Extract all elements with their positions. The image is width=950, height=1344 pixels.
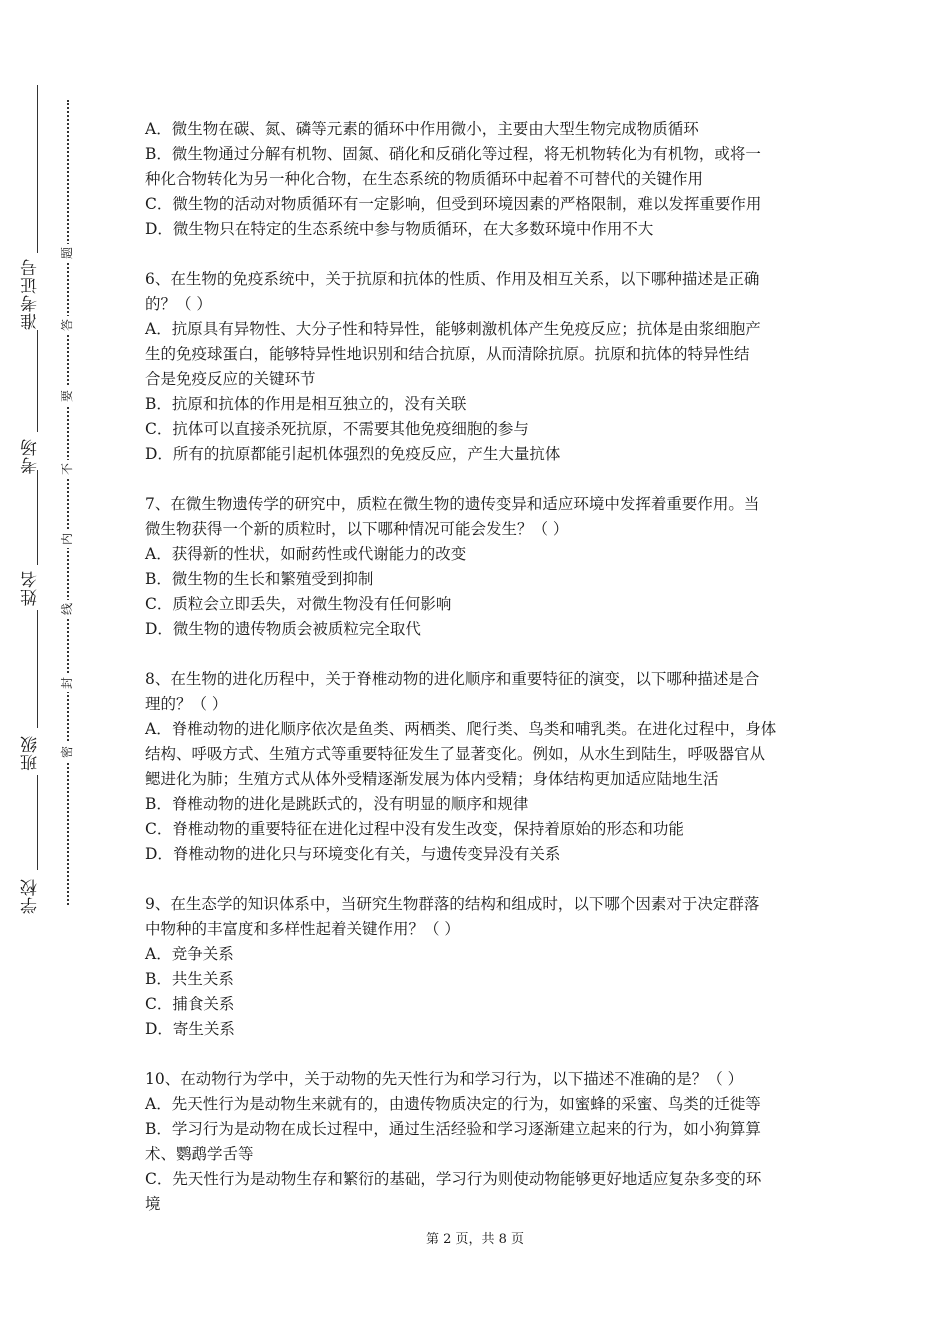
option-line: 结构、呼吸方式、生殖方式等重要特征发生了显著变化。例如，从水生到陆生，呼吸器官从 <box>145 745 766 763</box>
option-line: 合是免疫反应的关键环节 <box>145 370 316 388</box>
question-stem: 10、在动物行为学中，关于动物的先天性行为和学习行为，以下描述不准确的是？（ ） <box>145 1070 744 1088</box>
option-line: A．微生物在碳、氮、磷等元素的循环中作用微小，主要由大型生物完成物质循环 <box>145 120 699 138</box>
seal-char: 密 <box>58 743 76 761</box>
option-line: A．脊椎动物的进化顺序依次是鱼类、两栖类、爬行类、鸟类和哺乳类。在进化过程中，身体 <box>145 720 777 738</box>
option-line: D．微生物只在特定的生态系统中参与物质循环，在大多数环境中作用不大 <box>145 220 654 238</box>
question-6 <box>145 267 810 467</box>
option-line: B．抗原和抗体的作用是相互独立的，没有关联 <box>145 395 467 413</box>
question-content <box>145 117 810 1217</box>
question-stem: 9、在生态学的知识体系中，当研究生物群落的结构和组成时，以下哪个因素对于决定群落 <box>145 895 760 913</box>
option-line: D．寄生关系 <box>145 1020 235 1038</box>
option-line: B．脊椎动物的进化是跳跃式的，没有明显的顺序和规律 <box>145 795 529 813</box>
question-stem: 的？（ ） <box>145 295 212 313</box>
option-line: A．抗原具有异物性、大分子性和特异性，能够刺激机体产生免疫反应；抗体是由浆细胞产 <box>145 320 761 338</box>
side-line-name <box>37 470 38 565</box>
question-7 <box>145 492 810 642</box>
option-line: B．微生物通过分解有机物、固氮、硝化和反硝化等过程，将无机物转化为有机物，或将一 <box>145 145 761 163</box>
question-stem: 7、在微生物遗传学的研究中，质粒在微生物的遗传变异和适应环境中发挥着重要作用。当 <box>145 495 760 513</box>
side-field-name: 姓名 <box>21 570 41 606</box>
question-10 <box>145 1067 810 1217</box>
seal-char: 线 <box>58 600 76 618</box>
option-line: 生的免疫球蛋白，能够特异性地识别和结合抗原，从而清除抗原。抗原和抗体的特异性结 <box>145 345 750 363</box>
option-line: A．获得新的性状，如耐药性或代谢能力的改变 <box>145 545 467 563</box>
question-8 <box>145 667 810 867</box>
side-field-class: 班级 <box>21 735 41 771</box>
side-line-admission-number <box>37 85 38 253</box>
option-line: C．捕食关系 <box>145 995 235 1013</box>
option-line: D．脊椎动物的进化只与环境变化有关，与遗传变异没有关系 <box>145 845 561 863</box>
question-stem: 中物种的丰富度和多样性起着关键作用？（ ） <box>145 920 460 938</box>
option-line: C．先天性行为是动物生存和繁衍的基础，学习行为则使动物能够更好地适应复杂多变的环 <box>145 1170 762 1188</box>
option-line: C．抗体可以直接杀死抗原，不需要其他免疫细胞的参与 <box>145 420 529 438</box>
side-field-admission-number: 准考证号 <box>21 258 41 330</box>
option-line: A．先天性行为是动物生来就有的，由遗传物质决定的行为，如蜜蜂的采蜜、鸟类的迁徙等 <box>145 1095 761 1113</box>
seal-dotted-line <box>67 100 69 905</box>
question-9 <box>145 892 810 1042</box>
seal-char: 封 <box>58 674 76 692</box>
option-line: B．微生物的生长和繁殖受到抑制 <box>145 570 374 588</box>
seal-char: 题 <box>58 244 76 262</box>
option-line: D．所有的抗原都能引起机体强烈的免疫反应，产生大量抗体 <box>145 445 561 463</box>
page-footer: 第 2 页，共 8 页 <box>425 1232 525 1247</box>
side-field-exam-room: 考场 <box>21 438 41 474</box>
question-stem: 理的？（ ） <box>145 695 228 713</box>
option-line: B．学习行为是动物在成长过程中，通过生活经验和学习逐渐建立起来的行为，如小狗算算 <box>145 1120 761 1138</box>
option-line: 境 <box>145 1195 161 1213</box>
option-line: C．微生物的活动对物质循环有一定影响，但受到环境因素的严格限制，难以发挥重要作用 <box>145 195 762 213</box>
seal-char: 答 <box>58 316 76 334</box>
option-line: B．共生关系 <box>145 970 234 988</box>
option-line: 种化合物转化为另一种化合物，在生态系统的物质循环中起着不可替代的关键作用 <box>145 170 704 188</box>
seal-char: 不 <box>58 460 76 478</box>
option-line: 术、鹦鹉学舌等 <box>145 1145 254 1163</box>
option-line: D．微生物的遗传物质会被质粒完全取代 <box>145 620 421 638</box>
option-line: A．竞争关系 <box>145 945 234 963</box>
seal-char: 要 <box>58 387 76 405</box>
side-field-school: 学校 <box>21 878 41 914</box>
side-line-school <box>37 775 38 870</box>
question-stem: 6、在生物的免疫系统中，关于抗原和抗体的性质、作用及相互关系，以下哪种描述是正确 <box>145 270 760 288</box>
q5-options <box>145 117 810 242</box>
seal-char: 内 <box>58 530 76 548</box>
option-line: C．质粒会立即丢失，对微生物没有任何影响 <box>145 595 452 613</box>
question-stem: 微生物获得一个新的质粒时，以下哪种情况可能会发生？（ ） <box>145 520 569 538</box>
option-line: C．脊椎动物的重要特征在进化过程中没有发生改变，保持着原始的形态和功能 <box>145 820 684 838</box>
option-line: 鳃进化为肺；生殖方式从体外受精逐渐发展为体内受精；身体结构更加适应陆地生活 <box>145 770 719 788</box>
question-stem: 8、在生物的进化历程中，关于脊椎动物的进化顺序和重要特征的演变，以下哪种描述是合 <box>145 670 760 688</box>
side-line-exam-room <box>37 330 38 432</box>
side-line-class <box>37 610 38 728</box>
